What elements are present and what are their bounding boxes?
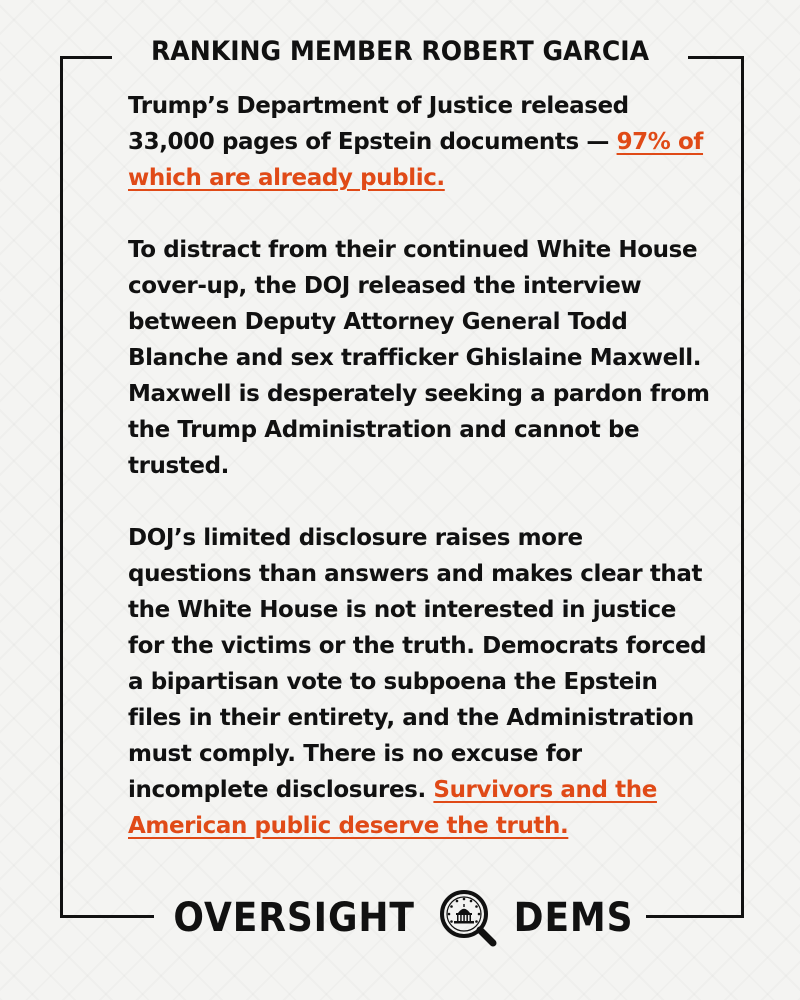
paragraph-3	[128, 520, 710, 844]
page-title: RANKING MEMBER ROBERT GARCIA	[150, 36, 650, 67]
frame-right-line	[741, 56, 744, 918]
paragraph-3-link[interactable]: Survivors and the American public deserve the truth.	[128, 777, 657, 839]
frame-bottom-right-line	[646, 915, 744, 918]
paragraph-2-text: To distract from their continued White House cover-up, the DOJ released the interview between Deputy Attorney General Todd Blanche and sex trafficker Ghislaine Maxwell. Maxwell is desperately seeking a pardon from the Trump Administration and cannot be trusted.	[128, 237, 710, 479]
frame-left-line	[60, 56, 63, 918]
paragraph-1-link[interactable]: 97% of which are already public.	[128, 129, 704, 191]
logo-word-dems: DEMS	[513, 895, 634, 941]
paragraph-2	[128, 232, 710, 484]
oversight-dems-logo	[154, 890, 646, 946]
paragraph-1	[128, 88, 710, 196]
logo-word-oversight: OVERSIGHT	[173, 895, 416, 941]
frame-bottom-left-line	[60, 915, 154, 918]
paragraph-1-text: Trump’s Department of Justice released 33,000 pages of Epstein documents —	[128, 93, 629, 155]
paragraph-3-text: DOJ’s limited disclosure raises more questions than answers and makes clear that the White House is not interested in justice for the victims or the truth. Democrats forced a bipartisan vote to subpoena the Epstein files in their entirety, and the Administration must comply. There is no excuse for incomplete disclosures.	[128, 525, 707, 803]
frame-top-right-line	[688, 56, 744, 59]
magnifier-capitol-icon	[437, 887, 499, 949]
frame-top-left-line	[60, 56, 112, 59]
statement-body	[128, 88, 710, 844]
